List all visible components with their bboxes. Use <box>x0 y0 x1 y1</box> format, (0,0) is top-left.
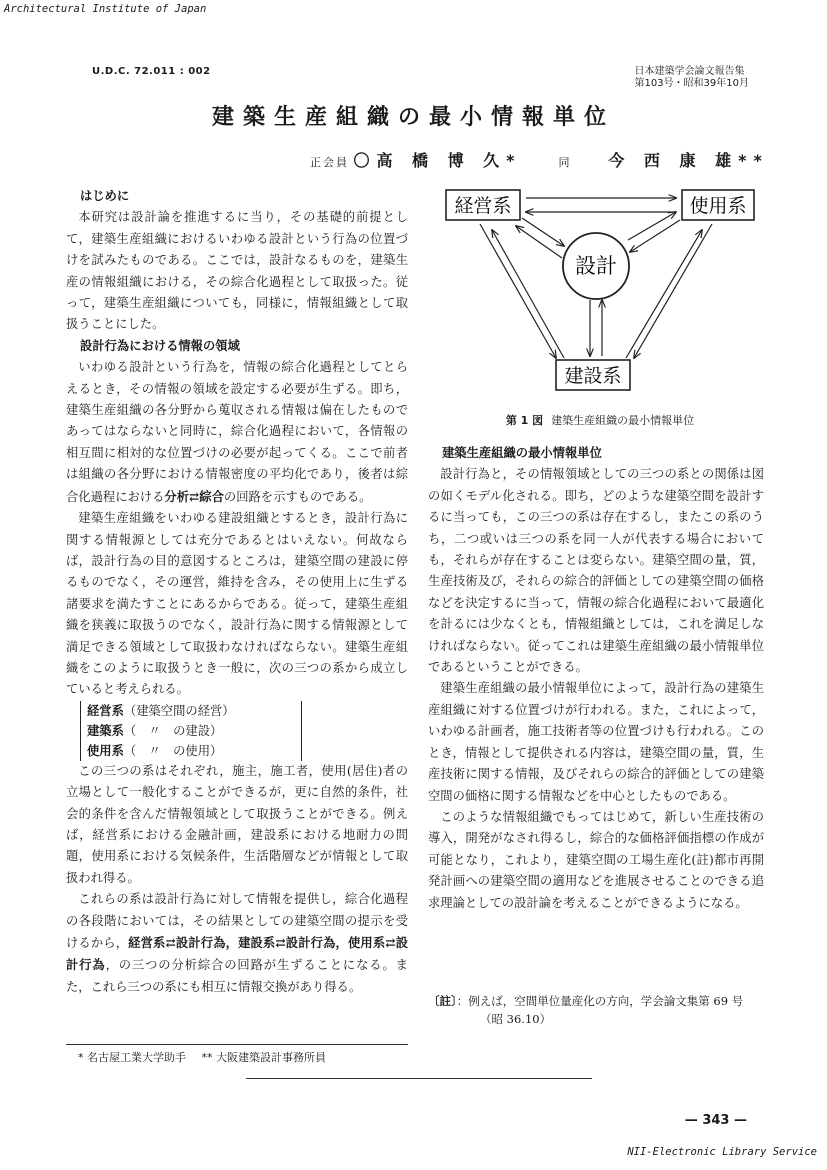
arrow-management-to-construction <box>480 224 556 358</box>
right-column <box>428 443 764 914</box>
figure-caption <box>440 412 760 428</box>
arrow-construction-to-use <box>626 230 702 358</box>
journal-info <box>634 66 749 90</box>
udc-code: U.D.C. 72.011 : 002 <box>92 66 211 77</box>
page-number: — 343 — <box>684 1113 747 1128</box>
note-text-2: （昭 36.10） <box>480 1012 552 1026</box>
paragraph-intro: 本研究は設計論を推進するに当り，その基礎的前提として，建築生産組織におけるいわゆる設計という行為の位置づけを試みたものである。ここでは，設計なるものを，建築生産の情報組織における，その綜合化過程として取扱った。従って，建築生産組織についても，同様に，情報組織として取扱うことにした。 <box>66 210 408 332</box>
paragraph-positioning: 建築生産組織の最小情報単位によって，設計行為の建築生産組織に対する位置づけが行われる。また，これによって，いわゆる計画者，施工技術者等の位置づけも行われる。このとき，情報として提供される内容は，建築空間の量，質，生産技術に関する情報，及びそれらの綜合的評価としての建築空間の価格に関する情報などを中心としたものである。 <box>428 681 764 803</box>
section-heading-intro: はじめに <box>80 189 130 203</box>
paragraph-construction-org: 建築生産組織をいわゆる建設組織とするとき，設計行為に関する情報源としては充分であるとはいえない。何故ならば，設計行為の目的意図するところは，建築空間の建設に停るものでなく，その運営，維持を含み，その使用上に生ずる諸要求を満たすことにあるからである。従って，建築生産組織を狭義に取扱うのでなく，設計行為に関する情報源として満足できる領域として取扱わなければならない。建築生産組織をこのように取扱うとき一般に，次の三つの系から成立していると考えられる。 <box>66 511 408 697</box>
note-label: 〔註〕 <box>428 994 457 1008</box>
paragraph-conclusion: このような情報組織でもってはじめて，新しい生産技術の導入，開発がなされ得るし，綜合的な価格評価指標の作成が可能となり，これより，建築空間の工場生産化(註)都市再開発計画への建築空間の適用などを進展させることのできる追求理論としての設計論を考えることができるようになる。 <box>428 809 764 910</box>
paragraph-circuits: これらの系は設計行為に対して情報を提供し，綜合化過程の各段階においては，その結果としての建築空間の提示を受けるから，経営系⇄設計行為，建設系⇄設計行為，使用系⇄設計行為，の三つの分析綜合の回路が生ずることになる。また，これら三つの系にも相互に情報交換があり得る。 <box>66 892 408 994</box>
affiliation-2: ** 大阪建築設計事務所員 <box>201 1051 326 1064</box>
affiliation-1: * 名古屋工業大学助手 <box>78 1051 186 1064</box>
left-column <box>66 186 408 998</box>
system-item-use: 使用系（ 〃 の使用） <box>87 743 223 758</box>
library-service-footer: NII-Electronic Library Service <box>627 1146 817 1158</box>
box-use-label: 使用系 <box>689 195 747 217</box>
box-construction-label: 建設系 <box>564 365 622 387</box>
author-role-2: 同 <box>558 156 572 169</box>
three-systems-list <box>80 701 302 761</box>
bottom-rule <box>246 1078 592 1079</box>
section-heading-info-domain: 設計行為における情報の領域 <box>80 338 240 353</box>
arrow-design-to-use <box>628 212 676 240</box>
author-name-2: 今 西 康 雄** <box>608 151 769 170</box>
figure-number: 第 1 図 <box>505 414 544 427</box>
journal-name: 日本建築学会論文報告集 <box>634 66 745 77</box>
paragraph-three-systems: この三つの系はそれぞれ，施主，施工者，使用(居住)者の立場として一般化することができるが，更に自然的条件，社会的条件を含んだ情報領域として取扱うことができる。例えば，経営系における金融計画，建設系における地耐力の問題，使用系における気候条件，生活階層などが情報として取扱われ得る。 <box>66 763 408 885</box>
paragraph-model: 設計行為と，その情報領域としての三つの系との関係は図の如くモデル化される。即ち，どのような建築空間を設計するに当っても，この三つの系は存在するし，またこの系のうち，二つ或いは三つの系を同一人が代表する場合においても，それらが存在することは変らない。建築空間の量，質，生産技術及び，それらの綜合的評価としての建築空間の価格などを決定するに当って，情報の綜合化過程において最適化を計るには少なくとも，情報組織としては，これを満足しなければならない。従ってこれは建築生産組織の最小情報単位であるということができる。 <box>428 467 764 675</box>
system-diagram <box>440 186 760 396</box>
author-line <box>310 148 769 171</box>
paragraph-info-domain-c: の回路を示すものである。 <box>223 489 372 504</box>
arrow-use-to-construction <box>634 224 712 358</box>
arrow-design-to-management <box>516 226 562 258</box>
note-text-1: ：例えば，空間単位量産化の方向，学会論文集第 69 号 <box>456 994 744 1008</box>
figure-caption-text: 建築生産組織の最小情報単位 <box>551 414 695 427</box>
design-circle-label: 設計 <box>575 254 617 278</box>
author-name-1: 〇高 橋 博 久* <box>353 151 522 170</box>
section-heading-min-unit: 建築生産組織の最小情報単位 <box>442 446 602 460</box>
system-item-management: 経営系（建築空間の経営） <box>87 703 235 718</box>
paragraph-info-domain <box>66 357 408 508</box>
author-affiliation-footnote <box>66 1044 408 1065</box>
circuit-terms: 経営系⇄設計行為，建設系⇄設計行為，使用系⇄設計行為 <box>66 935 408 973</box>
system-item-construction: 建築系（ 〃 の建設） <box>87 723 223 738</box>
institute-header: Architectural Institute of Japan <box>4 3 207 15</box>
author-role-1: 正会員 <box>310 156 349 169</box>
arrow-construction-to-management <box>492 230 564 358</box>
paragraph-info-domain-a: いわゆる設計という行為を，情報の綜合化過程としてとらえるとき，その情報の領域を設定する必要が生ずる。即ち，建築生産組織の各分野から蒐収される情報は偏在したものであってはならないと同時に，綜合化過程において，各情報の相互間に相対的な位置づけの必要が起ってくる。ここで前者は組織の各分野における情報密度の平均化であり，後者は綜合化過程における <box>66 360 408 504</box>
journal-issue: 第103号・昭和39年10月 <box>634 78 749 89</box>
arrow-management-to-design <box>522 218 564 246</box>
box-management-label: 経営系 <box>454 195 512 217</box>
analysis-synthesis-term: 分析⇄綜合 <box>164 488 224 504</box>
paper-title: 建築生産組織の最小情報単位 <box>211 105 615 130</box>
note-block <box>428 992 764 1028</box>
